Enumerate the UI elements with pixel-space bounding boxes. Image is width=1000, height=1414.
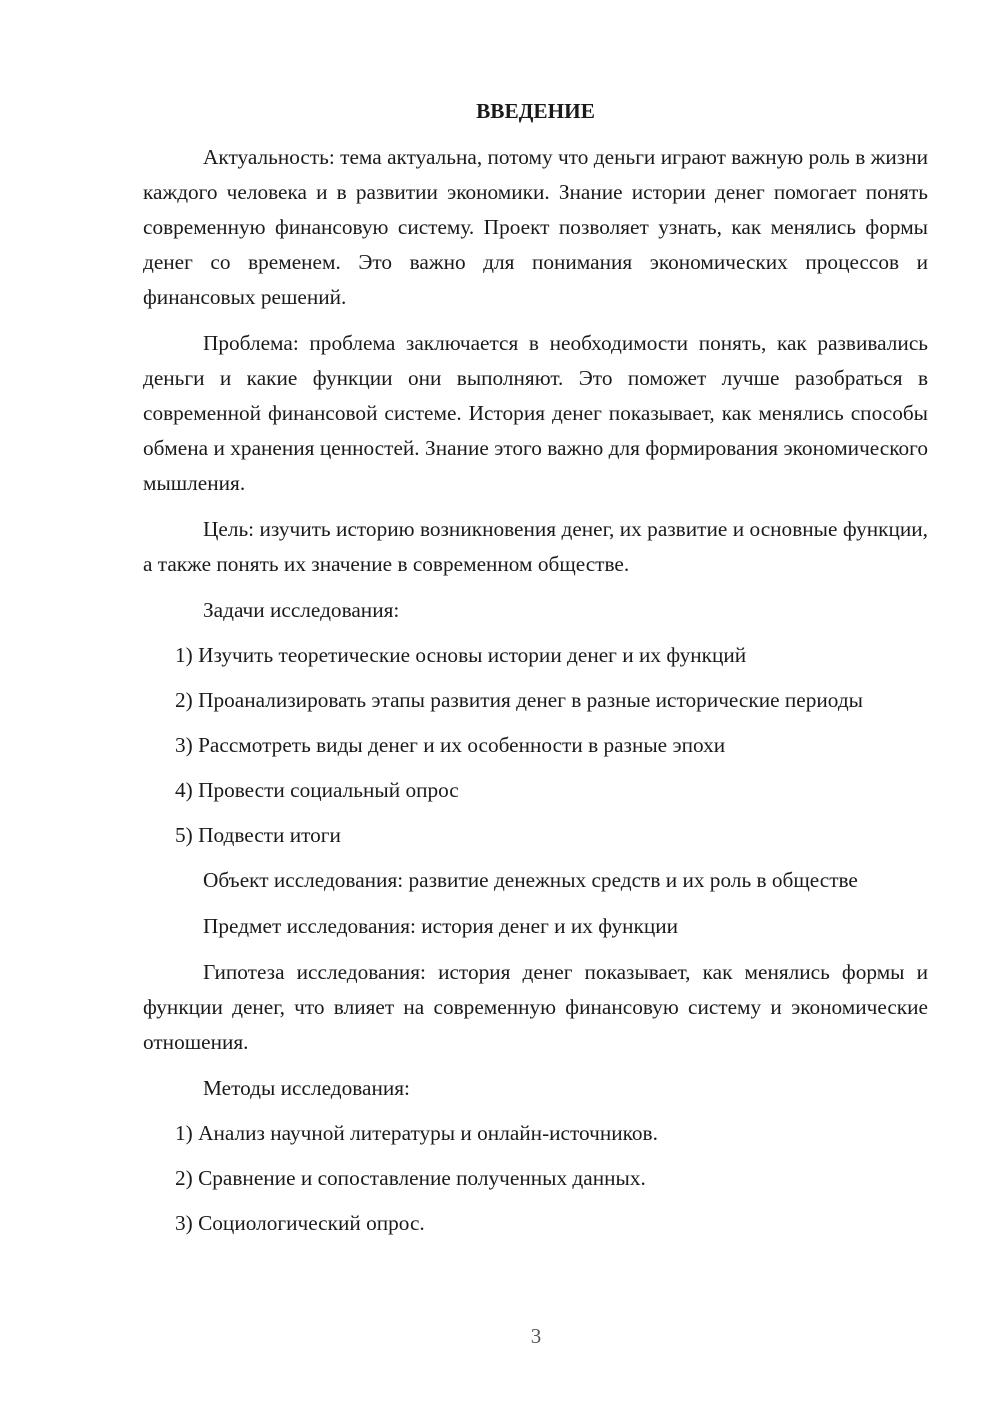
object-paragraph: Объект исследования: развитие денежных средств и их роль в обществе: [203, 868, 858, 892]
method-item-2: 2) Сравнение и сопоставление полученных данных.: [175, 1166, 646, 1190]
document-page: [143, 94, 928, 1251]
task-item-1: 1) Изучить теоретические основы истории денег и их функций: [175, 643, 747, 667]
task-item-2: 2) Проанализировать этапы развития денег в разные исторические периоды: [175, 688, 863, 712]
methods-label: Методы исследования:: [203, 1076, 410, 1100]
goal-paragraph: Цель: изучить историю возникновения денег, их развитие и основные функции, а также понять их значение в современном обществе.: [143, 517, 928, 576]
tasks-label: Задачи исследования:: [203, 598, 400, 622]
method-item-3: 3) Социологический опрос.: [175, 1211, 425, 1235]
task-item-3: 3) Рассмотреть виды денег и их особенности в разные эпохи: [175, 733, 726, 757]
page-title: ВВЕДЕНИЕ: [476, 99, 595, 123]
hypothesis-paragraph: Гипотеза исследования: история денег показывает, как менялись формы и функции денег, что влияет на современную финансовую систему и экономические отношения.: [143, 960, 928, 1054]
relevance-paragraph: Актуальность: тема актуальна, потому что деньги играют важную роль в жизни каждого человека и в развитии экономики. Знание истории денег помогает понять современную финансовую систему. Проект позволяет узнать, как менялись формы денег со временем. Это важно для понимания экономических процессов и финансовых решений.: [143, 145, 928, 309]
task-item-4: 4) Провести социальный опрос: [175, 778, 459, 802]
subject-paragraph: Предмет исследования: история денег и их функции: [203, 914, 679, 938]
page-number: 3: [530, 1324, 542, 1348]
problem-paragraph: Проблема: проблема заключается в необходимости понять, как развивались деньги и какие функции они выполняют. Это поможет лучше разобраться в современной финансовой системе. История денег показывает, как менялись способы обмена и хранения ценностей. Знание этого важно для формирования экономического мышления.: [143, 331, 928, 495]
method-item-1: 1) Анализ научной литературы и онлайн-источников.: [175, 1121, 658, 1145]
task-item-5: 5) Подвести итоги: [175, 823, 341, 847]
